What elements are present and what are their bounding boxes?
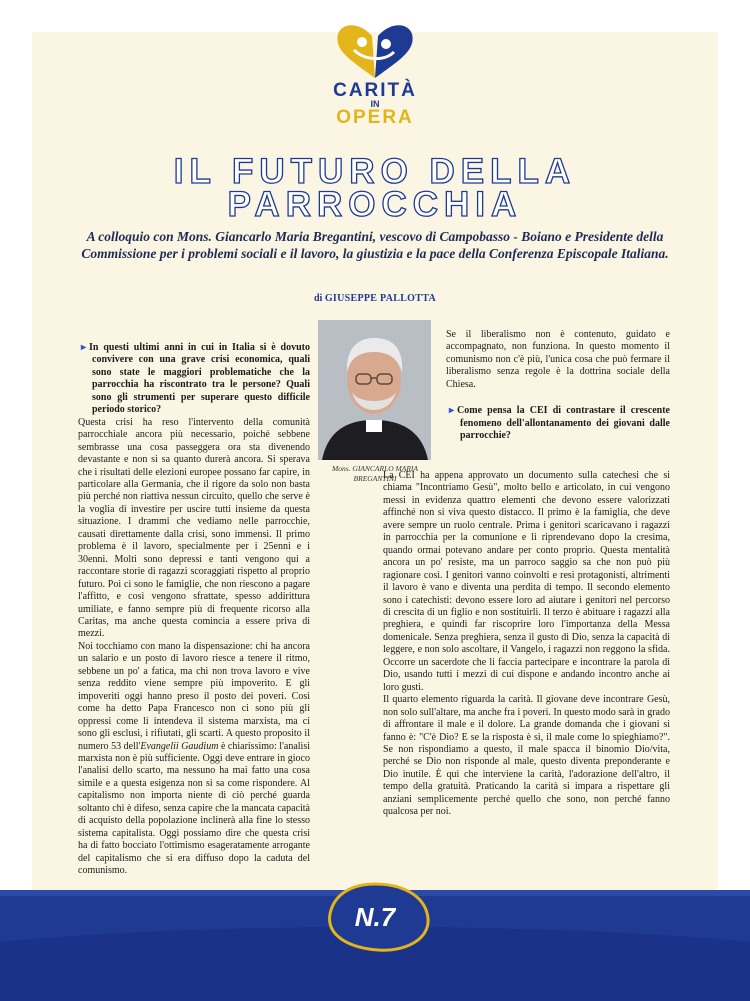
question-2: ▸ Come pensa la CEI di contrastare il crescente fenomeno dell'allontanamento dei giovani dalle parrocchie? (446, 405, 670, 442)
logo-text-carita: CARITÀ (333, 80, 417, 101)
question-1: ▸ In questi ultimi anni in cui in Italia si è dovuto convivere con una grave crisi economica, quali sono state le maggiori problematiche che la parrocchia ha riscontrato tra le persone? Quali sono gli strumenti per superare questo difficile periodo storico? (78, 342, 310, 417)
logo-text-opera: OPERA (336, 107, 414, 128)
logo-text-in: IN (370, 99, 380, 109)
byline-author: GIUSEPPE PALLOTTA (324, 293, 436, 304)
heart-hands-icon (320, 20, 430, 82)
title-line-1: IL FUTURO DELLA (173, 152, 577, 191)
answer-2-paragraph-1: La CEI ha appena approvato un documento sulla catechesi che si chiama "Incontriamo Gesù", molto bello e articolato, in cui vengono messi in evidenza quattro elementi che devono essere valorizzati affinché non si viva questo distacco. Il primo è la famiglia, che deve avere sempre un ruolo centrale. Prima i genitori scaricavano i ragazzi in parrocchia per la comunione e li riprendevano dopo la cresima, quando ormai potevano andare per conto proprio. Questa mentalità ancora un po' resiste, ma un parroco saggio sa che non può più ragionare così. I genitori vanno coinvolti e resi protagonisti, altrimenti il lavoro è vano e diventa una perdita di tempo. Il secondo elemento sono i catechisti: devono essere loro ad aiutare i genitori nel percorso di crescita di un figlio e non sostituirli. Il terzo è abituare i ragazzi alla preghiera, e quindi far riscoprire loro l'importanza della Messa domenicale. Senza preghiera, senza il gusto di Dio, senza la capacità di leggere, e non solo ascoltare, il Vangelo, i ragazzi non reggono la sfida. Occorre un sacerdote che li faccia partecipare e incontrare la parola di Dio, usando tutti i mezzi di cui dispone e andando incontro anche ai loro gusti. (383, 470, 670, 693)
answer-1-paragraph-2 (78, 641, 310, 878)
answer-1-paragraph-2-end: è chiarissimo: l'analisi marxista non è più sufficiente. Oggi deve entrare in gioco l'analisi dello scarto, ma nessuno ha mai fatto una cosa simile e a questa esigenza non si sa come rispondere. Al capitalismo non importa niente di ciò perché guarda soltanto chi è difeso, senza capire che la mancata capacità di acquisto della popolazione inclinerà alla fine lo stesso sistema capitalista. Oggi possiamo dire che questa crisi ha di fatto bocciato l'ottimismo esageratamente arrogante del capitalismo che si era diffuso dopo la caduta del comunismo. (78, 740, 310, 877)
carita-in-opera-logo (320, 20, 430, 130)
evangelii-gaudium-title: Evangelii Gaudium (140, 740, 219, 752)
bishop-portrait (318, 320, 431, 460)
article-subtitle: A colloquio con Mons. Giancarlo Maria Bregantini, vescovo di Campobasso - Boiano e Presidente della Commissione per i problemi sociali e il lavoro, la giustizia e la pace della Conferenza Episcopale Italiana. (81, 229, 669, 261)
byline (0, 293, 750, 304)
portrait-illustration (318, 320, 431, 460)
title-line-2: PARROCCHIA (227, 185, 523, 224)
byline-prefix: di (314, 293, 323, 304)
footer-band (0, 882, 750, 1001)
spacer (446, 391, 670, 403)
article-title (0, 152, 750, 224)
issue-number: N.7 (354, 902, 396, 932)
left-column (78, 340, 310, 877)
right-column-top (446, 329, 670, 443)
caption-line-2: BREGANTINI (353, 474, 397, 483)
answer-1-continuation: Se il liberalismo non è contenuto, guidato e accompagnato, non funziona. In questo momento il comunismo non c'è più, l'unica cosa che può fermare il liberalismo senza regole è la dottrina sociale della Chiesa. (446, 329, 670, 390)
answer-1-paragraph-1: Questa crisi ha reso l'intervento della comunità parrocchiale ancora più necessario, poiché sebbene sembrasse una cosa passeggera ora sta divenendo devastante e non si sa quanto durerà ancora. Si sperava che i risultati delle elezioni europee possano far capire, in particolare alla Germania, che il rigore da solo non basta più perché non riattiva nessun circuito, quello che serve è la voglia di investire per uscire tutti insieme da questa situazione. I drammi che vediamo nelle parrocchie, causati direttamente dalla crisi, sono immensi. Il primo problema è il lavoro, specialmente per i 25enni e i 30enni. Molti sono depressi e tanti vengono qui a raccontare storie di ragazzi scoraggiati rispetto al proprio futuro. Poi ci sono le famiglie, che non riescono a pagare l'affitto, e così vengono sfrattate, spesso addirittura umiliate, e fanno sempre più di frequente ricorso alla Caritas, ma anche questa comincia a essere priva di mezzi. (78, 416, 310, 640)
answer-2-paragraph-2: Il quarto elemento riguarda la carità. Il giovane deve incontrare Gesù, non solo sull'altare, ma anche fra i poveri. In questo modo sarà in grado di affrontare il male e il dolore. La grande domanda che i giovani si fanno è: "C'è Dio? E se la risposta è sì, il male come lo spieghiamo?". Se non rispondiamo a questo, il male spacca il binomio Dio/vita, perché se Dio non risponde al male, questo diventa preponderante e Dio inutile. È qui che interviene la carità, l'adorazione dell'altro, il tempo della gratuità. Praticando la carità si impara a rispettare gli anziani semplicemente perché quello che sono, non perché fanno qualcosa per noi. (383, 694, 670, 818)
caption-line-1: Mons. GIANCARLO MARIA (331, 464, 419, 473)
answer-1-paragraph-2-start: Noi tocchiamo con mano la dispensazione: chi ha ancora un salario e un posto di lavoro riesce a tenere il ritmo, sebbene un po' a fatica, ma chi non trova lavoro e vive senza reddito viene sempre più impoverito. E gli impoveriti oggi hanno preso il posto dei poveri. Così come ha detto Papa Francesco non ci sono più gli oppressi come li intendeva il sistema marxista, ma ci sono gli esclusi, i rifiutati, gli scarti. A questo proposito il numero 53 dell' (78, 640, 310, 752)
right-column-bottom (383, 470, 670, 819)
